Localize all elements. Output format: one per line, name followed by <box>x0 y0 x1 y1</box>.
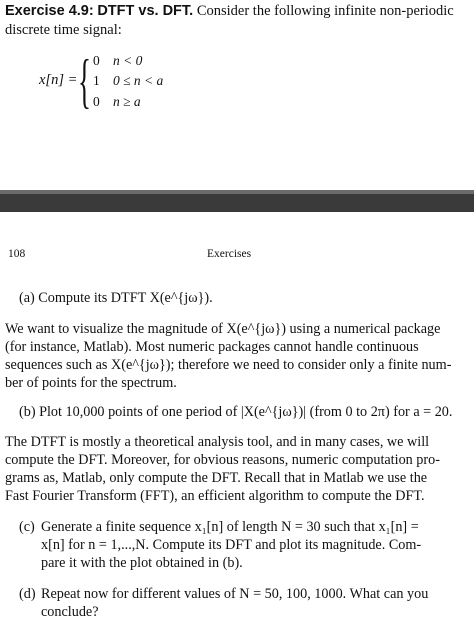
paragraph-line: We want to visualize the magnitude of X(e^{jω}) using a numerical package <box>5 321 441 337</box>
paragraph-1 <box>5 320 467 392</box>
part-b: (b) Plot 10,000 points of one period of |X(e^{jω})| (from 0 to 2π) for a = 20. <box>19 404 453 420</box>
page-divider <box>0 194 474 212</box>
exercise-heading <box>5 2 454 21</box>
case-condition: n < 0 <box>113 53 143 68</box>
case-condition: n ≥ a <box>113 94 141 109</box>
equation-lhs: x[n] = <box>39 72 78 88</box>
case-row-2 <box>93 73 163 89</box>
case-value: 0 <box>93 53 100 68</box>
part-c-line: x[n] for n = 1,...,N. Compute its DFT and plot its magnitude. Com- <box>41 537 422 553</box>
case-row-1 <box>93 53 142 69</box>
part-a: (a) Compute its DTFT X(e^{jω}). <box>19 290 213 306</box>
case-condition: 0 ≤ n < a <box>113 73 164 88</box>
paragraph-2 <box>5 433 467 505</box>
part-c-line: pare it with the plot obtained in (b). <box>41 555 243 571</box>
paragraph-line: compute the DFT. Moreover, for obvious reasons, numeric computation pro- <box>5 452 440 468</box>
case-value: 1 <box>93 73 100 88</box>
paragraph-line: sequences such as X(e^{jω}); therefore we need to consider only a finite num- <box>5 357 452 373</box>
paragraph-line: Fast Fourier Transform (FFT), an efficient algorithm to compute the DFT. <box>5 488 425 504</box>
cases-brace: { <box>78 48 91 114</box>
case-row-3 <box>93 94 141 110</box>
part-d-line: Repeat now for different values of N = 50, 100, 1000. What can you <box>41 586 429 602</box>
exercise-intro-2: discrete time signal: <box>5 22 122 38</box>
part-d-line: conclude? <box>41 604 99 620</box>
paragraph-line: The DTFT is mostly a theoretical analysis tool, and in many cases, we will <box>5 434 430 450</box>
part-d <box>19 585 463 621</box>
paragraph-line: (for instance, Matlab). Most numeric packages cannot handle continuous <box>5 339 419 355</box>
exercise-title: DTFT vs. DFT. <box>97 3 194 19</box>
paragraph-line: ber of points for the spectrum. <box>5 375 177 391</box>
paragraph-line: grams as, Matlab, only compute the DFT. Recall that in Matlab we use the <box>5 470 428 486</box>
page-number: 108 <box>8 248 26 260</box>
exercise-label: Exercise 4.9: <box>5 3 94 19</box>
running-head: Exercises <box>207 248 252 260</box>
part-c <box>19 518 453 572</box>
case-value: 0 <box>93 94 100 109</box>
exercise-intro-1: Consider the following infinite non-periodic <box>196 3 454 19</box>
part-c-line: Generate a finite sequence x₁[n] of length N = 30 such that x₁[n] = <box>41 519 419 535</box>
part-c-label: (c) <box>19 519 35 535</box>
part-d-label: (d) <box>19 586 36 602</box>
